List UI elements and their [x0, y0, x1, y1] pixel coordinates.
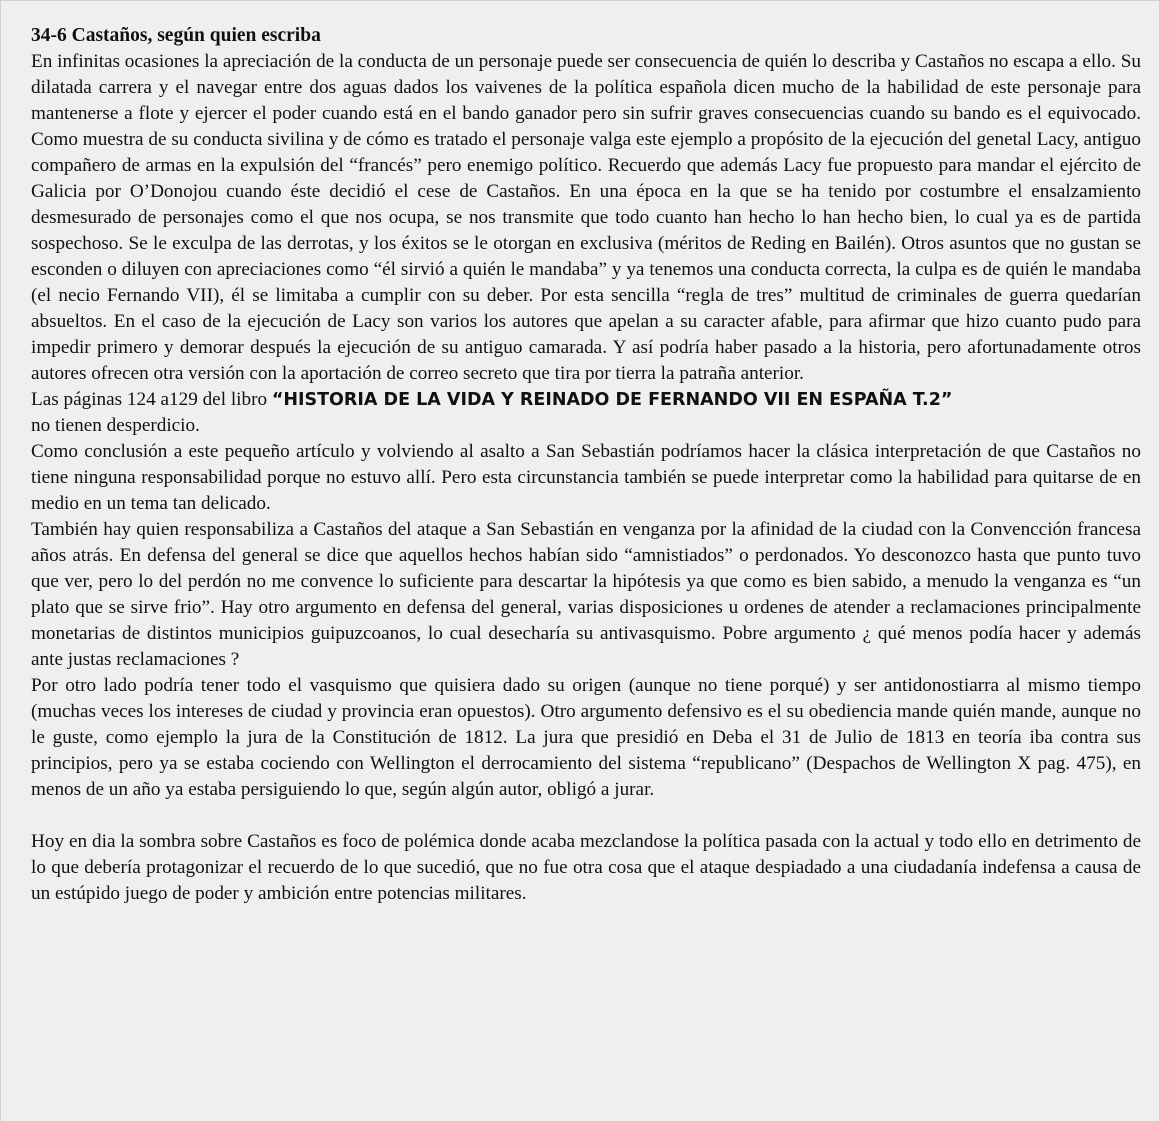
book-reference-intro: Las páginas 124 a129 del libro	[31, 389, 272, 410]
paragraph-final-reflection: Hoy en dia la sombra sobre Castaños es foco de polémica donde acaba mezclandose la política pasada con la actual y todo ello en detrimento de lo que debería protagonizar el recuerdo de lo que sucedió, que no fue otra cosa que el ataque despiadado a una ciudadanía indefensa a causa de un estúpido juego de poder y ambición entre potencias militares.	[31, 831, 1141, 904]
article-title: 34-6 Castaños, según quien escriba	[31, 25, 321, 46]
paragraph-obedience-argument: Por otro lado podría tener todo el vasquismo que quisiera dado su origen (aunque no tiene porqué) y ser antidonostiarra al mismo tiempo (muchas veces los intereses de ciudad y provincia eran opuestos). Otro argumento defensivo es el su obediencia mande quién mande, aunque no le guste, como ejemplo la jura de la Constitución de 1812. La jura que presidió en Deba el 31 de Julio de 1813 en teoría iba contra sus principios, pero ya se estaba cociendo con Wellington el derrocamiento del sistema “republicano” (Despachos de Wellington X pag. 475), en menos de un año ya estaba persiguiendo lo que, según algún autor, obligó a jurar.	[31, 675, 1141, 800]
paragraph-spacer	[31, 803, 1141, 829]
paragraph-conclusion: Como conclusión a este pequeño artículo y volviendo al asalto a San Sebastián podríamos hacer la clásica interpretación de que Castaños no tiene ninguna responsabilidad porque no estuvo allí. Pero esta circunstancia también se puede interpretar como la habilidad para quitarse de en medio en un tema tan delicado.	[31, 441, 1141, 514]
book-title: “HISTORIA DE LA VIDA Y REINADO DE FERNANDO VII EN ESPAÑA T.2”	[271, 390, 953, 410]
paragraph-vengeance-hypothesis: También hay quien responsabiliza a Castaños del ataque a San Sebastián en venganza por la afinidad de la ciudad con la Convencción francesa años atrás. En defensa del general se dice que aquellos hechos habían sido “amnistiados” o perdonados. Yo desconozco hasta que punto tuvo que ver, pero lo del perdón no me convence lo suficiente para descartar la hipótesis ya que como es bien sabido, a menudo la venganza es “un plato que se sirve frio”. Hay otro argumento en defensa del general, varias disposiciones u ordenes de atender a reclamaciones principalmente monetarias de distintos municipios guipuzcoanos, lo cual desecharía su antivasquismo. Pobre argumento ¿ qué menos podía hacer y además ante justas reclamaciones ?	[31, 519, 1141, 670]
paragraph-book-reference	[31, 387, 1141, 439]
book-reference-outro: no tienen desperdicio.	[31, 415, 200, 436]
paragraph-lacy-execution: En infinitas ocasiones la apreciación de la conducta de un personaje puede ser consecuencia de quién lo describa y Castaños no escapa a ello. Su dilatada carrera y el navegar entre dos aguas dados los vaivenes de la política española dicen mucho de la habilidad de este personaje para mantenerse a flote y ejercer el poder cuando está en el bando ganador pero sin sufrir graves consecuencias cuando su bando es el equivocado. Como muestra de su conducta sivilina y de cómo es tratado el personaje valga este ejemplo a propósito de la ejecución del genetal Lacy, antiguo compañero de armas en la expulsión del “francés” pero enemigo político. Recuerdo que además Lacy fue propuesto para mandar el ejército de Galicia por O’Donojou cuando éste decidió el cese de Castaños. En una época en la que se ha tenido por costumbre el ensalzamiento desmesurado de personajes como el que nos ocupa, se nos transmite que todo cuanto han hecho lo han hecho bien, lo cual ya es de partida sospechoso. Se le exculpa de las derrotas, y los éxitos se le otorgan en exclusiva (méritos de Reding en Bailén). Otros asuntos que no gustan se esconden o diluyen con apreciaciones como “él sirvió a quién le mandaba” y ya tenemos una conducta correcta, la culpa es de quién le mandaba (el necio Fernando VII), él se limitaba a cumplir con su deber. Por esta sencilla “regla de tres” multitud de criminales de guerra quedarían absueltos. En el caso de la ejecución de Lacy son varios los autores que apelan a su caracter afable, para afirmar que hizo cuanto pudo para impedir primero y demorar después la ejecución de su antiguo camarada. Y así podría haber pasado a la historia, pero afortunadamente otros autores ofrecen otra versión con la aportación de correo secreto que tira por tierra la patraña anterior.	[31, 51, 1141, 384]
article-body	[31, 23, 1141, 907]
